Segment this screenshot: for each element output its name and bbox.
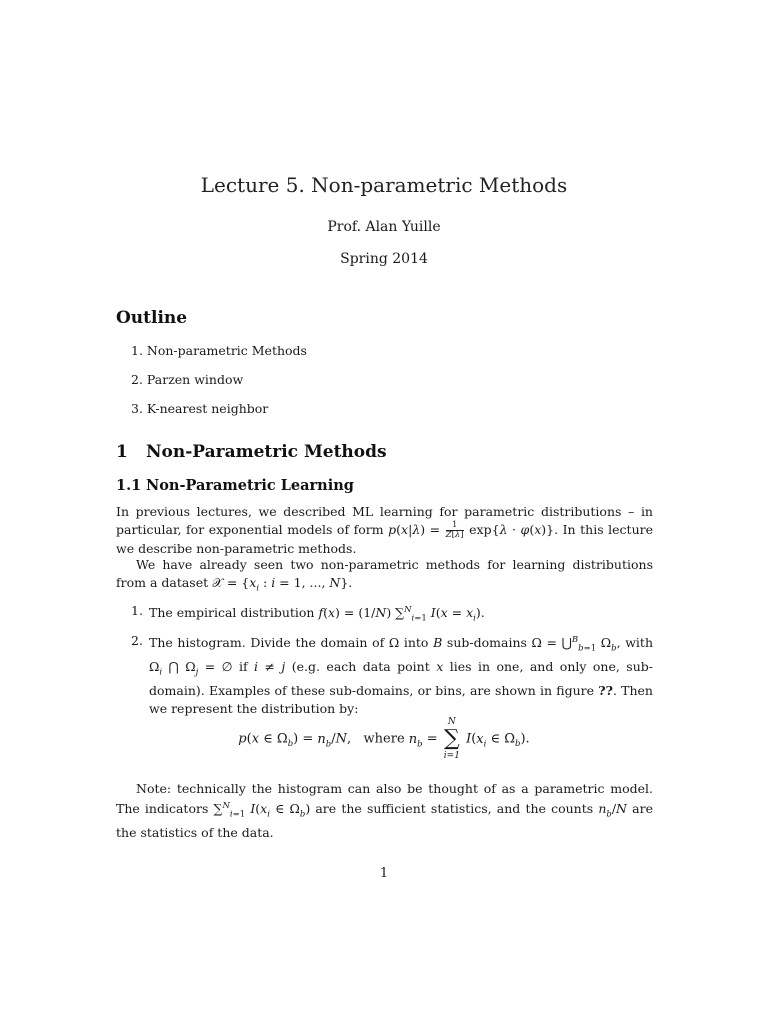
outline-item-3: 3. K-nearest neighbor (131, 401, 269, 416)
subsection-1-1-heading: 1.1 Non-Parametric Learning (116, 477, 354, 494)
fraction: $\frac{1}{Z[\lambda]}$ (445, 519, 464, 540)
section-1-heading: 1 Non-Parametric Methods (116, 442, 387, 462)
paragraph-1: In previous lectures, we described ML learning for parametric distributions – in particular, for exponential models of form p(x|λ) = $\frac{1}{Z[\lambda]}$ exp{λ · φ(x)}. In this lecture we describe non-parametric methods. (116, 504, 653, 556)
outline-heading: Outline (116, 308, 188, 328)
histogram-equation: p(x ∈ $\Omega_b) = n_b/N$, where $n_b$ = N ∑ i=1 $I(x_i$ ∈ $\Omega_b$). (238, 717, 530, 761)
summation: N ∑ i=1 (443, 717, 460, 761)
outline-item-1: 1. Non-parametric Methods (131, 343, 307, 358)
list-item-histogram: 2. The histogram. Divide the domain of Ω into B sub-domains Ω = ⋃$^B_{b=1}$ $\Omega_b$, with $\Omega_i$ ⋂ $\Omega_j$ = ∅ if i ≠ j (e.g. each data point x lies in one, and only one, sub-domain). Examples of these sub-domains, or bins, are shown in figure ??. Then we represent the distribution by: (131, 633, 654, 716)
outline-item-2: 2. Parzen window (131, 372, 244, 387)
paragraph-note: Note: technically the histogram can also be thought of as a parametric model. The indicators ∑$^N_{i=1}$ $I(x_i$ ∈ $\Omega_b$) are the sufficient statistics, and the counts $n_b/N$ are the statistics of the data. (116, 781, 653, 840)
list-item-empirical: 1. The empirical distribution f(x) = (1/N) ∑$^N_{i=1}$ $I(x = x_i)$. (131, 603, 485, 624)
author: Prof. Alan Yuille (327, 219, 441, 235)
date: Spring 2014 (340, 251, 428, 267)
paragraph-2: We have already seen two non-parametric methods for learning distributions from a dataset 𝒳 = {$x_i$ : i = 1, ..., N}. (116, 557, 653, 593)
lecture-title: Lecture 5. Non-parametric Methods (200, 173, 568, 197)
page-number: 1 (379, 866, 389, 881)
